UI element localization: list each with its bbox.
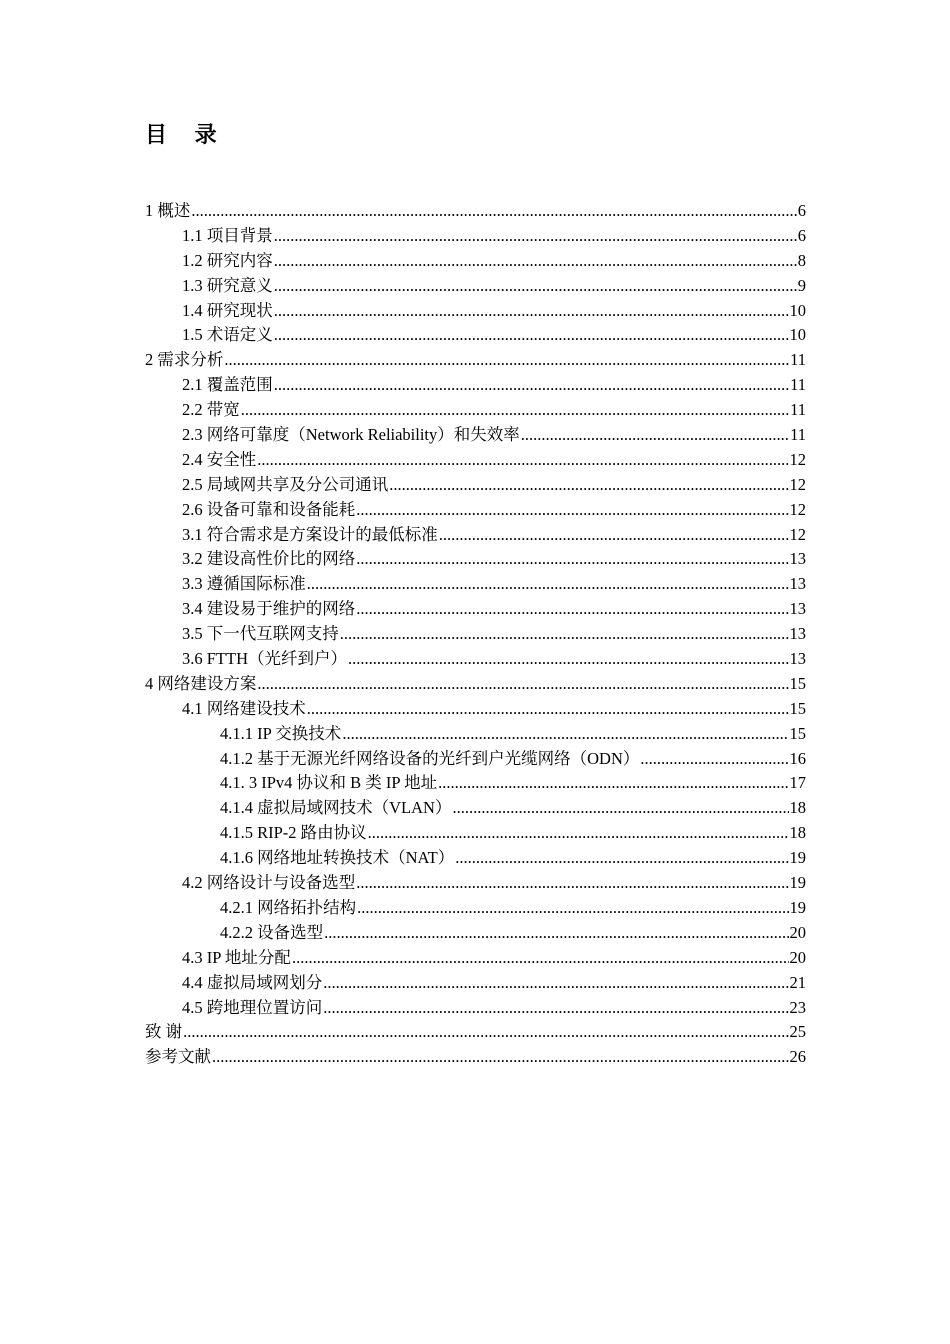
toc-dot-leader bbox=[224, 348, 789, 373]
toc-entry[interactable] bbox=[145, 299, 806, 324]
toc-entry-label: 3.3 遵循国际标准 bbox=[182, 574, 306, 594]
toc-dot-leader bbox=[356, 498, 788, 523]
toc-dot-leader bbox=[292, 946, 789, 971]
toc-entry-page-number: 8 bbox=[797, 250, 806, 270]
toc-dot-leader bbox=[274, 299, 789, 324]
toc-entry-page-number: 11 bbox=[790, 375, 806, 395]
toc-dot-leader bbox=[323, 996, 788, 1021]
toc-dot-leader bbox=[307, 572, 789, 597]
toc-entry-label: 4.2 网络设计与设备选型 bbox=[182, 873, 356, 893]
toc-entry-page-number: 18 bbox=[789, 798, 806, 818]
toc-entry-label: 3.4 建设易于维护的网络 bbox=[182, 599, 356, 619]
toc-entry[interactable] bbox=[145, 747, 806, 772]
toc-dot-leader bbox=[368, 821, 789, 846]
toc-dot-leader bbox=[183, 1020, 788, 1045]
toc-dot-leader bbox=[640, 747, 788, 772]
toc-entry-page-number: 23 bbox=[789, 997, 806, 1017]
toc-entry-label: 1.3 研究意义 bbox=[182, 275, 273, 295]
toc-entry-page-number: 19 bbox=[789, 897, 806, 917]
toc-entry-label: 4.1.1 IP 交换技术 bbox=[220, 723, 342, 743]
toc-entry-label: 3.5 下一代互联网支持 bbox=[182, 624, 339, 644]
toc-dot-leader bbox=[356, 871, 788, 896]
toc-entry-label: 3.6 FTTH（光纤到户） bbox=[182, 649, 347, 669]
toc-entry[interactable] bbox=[145, 846, 806, 871]
toc-entry-label: 3.2 建设高性价比的网络 bbox=[182, 549, 356, 569]
toc-entry-label: 致 谢 bbox=[145, 1022, 183, 1042]
toc-dot-leader bbox=[340, 622, 789, 647]
toc-entry-label: 4.1. 3 IPv4 协议和 B 类 IP 地址 bbox=[220, 773, 438, 793]
toc-entry[interactable] bbox=[145, 1020, 806, 1045]
toc-entry-page-number: 11 bbox=[790, 350, 806, 370]
toc-entry-page-number: 6 bbox=[797, 201, 806, 220]
toc-entry[interactable] bbox=[145, 722, 806, 747]
toc-entry[interactable] bbox=[145, 398, 806, 423]
toc-entry-page-number: 12 bbox=[789, 449, 806, 469]
toc-dot-leader bbox=[274, 274, 797, 299]
toc-dot-leader bbox=[323, 971, 788, 996]
toc-entry-page-number: 12 bbox=[789, 524, 806, 544]
toc-entry[interactable] bbox=[145, 871, 806, 896]
toc-entry-label: 4.2.1 网络拓扑结构 bbox=[220, 897, 357, 917]
toc-dot-leader bbox=[342, 722, 788, 747]
toc-entry[interactable] bbox=[145, 996, 806, 1021]
toc-entry-page-number: 13 bbox=[789, 574, 806, 594]
toc-entry-page-number: 15 bbox=[789, 673, 806, 693]
toc-entry-label: 1.1 项目背景 bbox=[182, 225, 273, 245]
toc-dot-leader bbox=[274, 373, 789, 398]
toc-entry[interactable] bbox=[145, 423, 806, 448]
toc-entry-label: 4.1.6 网络地址转换技术（NAT） bbox=[220, 848, 455, 868]
toc-entry-page-number: 15 bbox=[789, 698, 806, 718]
toc-entry[interactable] bbox=[145, 921, 806, 946]
toc-entry[interactable] bbox=[145, 373, 806, 398]
toc-entry-label: 参考文献 bbox=[145, 1047, 211, 1067]
toc-entry[interactable] bbox=[145, 348, 806, 373]
toc-entry-page-number: 19 bbox=[789, 873, 806, 893]
toc-entry-label: 4.4 虚拟局域网划分 bbox=[182, 972, 323, 992]
toc-entry[interactable] bbox=[145, 523, 806, 548]
toc-entry[interactable] bbox=[145, 473, 806, 498]
toc-entry[interactable] bbox=[145, 498, 806, 523]
toc-dot-leader bbox=[357, 896, 788, 921]
toc-entry[interactable] bbox=[145, 647, 806, 672]
toc-entry-label: 2.2 带宽 bbox=[182, 400, 240, 420]
toc-entry-label: 4 网络建设方案 bbox=[145, 673, 257, 693]
toc-entry[interactable] bbox=[145, 448, 806, 473]
toc-entry-page-number: 15 bbox=[789, 723, 806, 743]
toc-dot-leader bbox=[455, 846, 788, 871]
toc-entry-label: 2.5 局域网共享及分公司通讯 bbox=[182, 474, 389, 494]
toc-entry-page-number: 11 bbox=[790, 425, 806, 445]
toc-entry-label: 4.1 网络建设技术 bbox=[182, 698, 306, 718]
toc-dot-leader bbox=[439, 523, 789, 548]
toc-entry[interactable] bbox=[145, 323, 806, 348]
toc-entry[interactable] bbox=[145, 572, 806, 597]
toc-entry[interactable] bbox=[145, 771, 806, 796]
toc-entry-page-number: 13 bbox=[789, 549, 806, 569]
toc-entry-page-number: 10 bbox=[789, 325, 806, 345]
toc-entry[interactable] bbox=[145, 622, 806, 647]
toc-entry-page-number: 13 bbox=[789, 649, 806, 669]
toc-entry-page-number: 17 bbox=[789, 773, 806, 793]
toc-dot-leader bbox=[257, 448, 788, 473]
toc-entry[interactable] bbox=[145, 896, 806, 921]
toc-entry-page-number: 20 bbox=[789, 947, 806, 967]
toc-dot-leader bbox=[191, 199, 796, 224]
toc-entry[interactable] bbox=[145, 224, 806, 249]
toc-entry-label: 4.2.2 设备选型 bbox=[220, 922, 324, 942]
toc-entry[interactable] bbox=[145, 1045, 806, 1070]
toc-entry[interactable] bbox=[145, 697, 806, 722]
toc-dot-leader bbox=[324, 921, 788, 946]
toc-entry[interactable] bbox=[145, 597, 806, 622]
toc-dot-leader bbox=[307, 697, 789, 722]
toc-entry[interactable] bbox=[145, 946, 806, 971]
toc-entry-page-number: 13 bbox=[789, 624, 806, 644]
toc-dot-leader bbox=[241, 398, 789, 423]
toc-dot-leader bbox=[274, 323, 789, 348]
table-of-contents bbox=[145, 199, 806, 1070]
toc-entry-page-number: 19 bbox=[789, 848, 806, 868]
toc-entry-label: 1.5 术语定义 bbox=[182, 325, 273, 345]
toc-entry[interactable] bbox=[145, 971, 806, 996]
toc-entry[interactable] bbox=[145, 821, 806, 846]
toc-entry-label: 1 概述 bbox=[145, 201, 191, 220]
toc-entry[interactable] bbox=[145, 796, 806, 821]
toc-dot-leader bbox=[521, 423, 789, 448]
toc-entry-label: 4.1.2 基于无源光纤网络设备的光纤到户光缆网络（ODN） bbox=[220, 748, 640, 768]
toc-dot-leader bbox=[274, 224, 797, 249]
toc-dot-leader bbox=[389, 473, 788, 498]
toc-entry[interactable] bbox=[145, 199, 806, 224]
toc-dot-leader bbox=[274, 249, 797, 274]
toc-entry-page-number: 25 bbox=[789, 1022, 806, 1042]
toc-entry-label: 2.3 网络可靠度（Network Reliability）和失效率 bbox=[182, 425, 520, 445]
toc-dot-leader bbox=[356, 547, 788, 572]
toc-entry-label: 1.4 研究现状 bbox=[182, 300, 273, 320]
toc-entry-page-number: 26 bbox=[789, 1047, 806, 1067]
toc-entry-page-number: 21 bbox=[789, 972, 806, 992]
toc-entry-label: 4.1.4 虚拟局域网技术（VLAN） bbox=[220, 798, 452, 818]
toc-entry-label: 4.1.5 RIP-2 路由协议 bbox=[220, 823, 367, 843]
toc-dot-leader bbox=[257, 672, 788, 697]
toc-dot-leader bbox=[438, 771, 788, 796]
toc-entry-page-number: 18 bbox=[789, 823, 806, 843]
toc-entry[interactable] bbox=[145, 547, 806, 572]
toc-entry-page-number: 16 bbox=[789, 748, 806, 768]
toc-entry-page-number: 9 bbox=[797, 275, 806, 295]
page-title: 目 录 bbox=[145, 123, 227, 148]
toc-entry[interactable] bbox=[145, 274, 806, 299]
toc-entry-label: 3.1 符合需求是方案设计的最低标准 bbox=[182, 524, 438, 544]
toc-entry-label: 2.4 安全性 bbox=[182, 449, 257, 469]
toc-entry[interactable] bbox=[145, 672, 806, 697]
toc-entry-page-number: 12 bbox=[789, 474, 806, 494]
toc-entry[interactable] bbox=[145, 249, 806, 274]
toc-entry-label: 2.6 设备可靠和设备能耗 bbox=[182, 499, 356, 519]
toc-dot-leader bbox=[212, 1045, 789, 1070]
toc-entry-label: 2.1 覆盖范围 bbox=[182, 375, 273, 395]
toc-entry-page-number: 12 bbox=[789, 499, 806, 519]
toc-entry-page-number: 6 bbox=[797, 225, 806, 245]
toc-dot-leader bbox=[452, 796, 788, 821]
toc-dot-leader bbox=[356, 597, 788, 622]
toc-entry-page-number: 13 bbox=[789, 599, 806, 619]
toc-entry-page-number: 11 bbox=[790, 400, 806, 420]
toc-entry-label: 1.2 研究内容 bbox=[182, 250, 273, 270]
toc-entry-label: 4.3 IP 地址分配 bbox=[182, 947, 291, 967]
toc-entry-label: 2 需求分析 bbox=[145, 350, 224, 370]
toc-entry-label: 4.5 跨地理位置访问 bbox=[182, 997, 323, 1017]
toc-entry-page-number: 20 bbox=[789, 922, 806, 942]
toc-dot-leader bbox=[348, 647, 789, 672]
toc-entry-page-number: 10 bbox=[789, 300, 806, 320]
